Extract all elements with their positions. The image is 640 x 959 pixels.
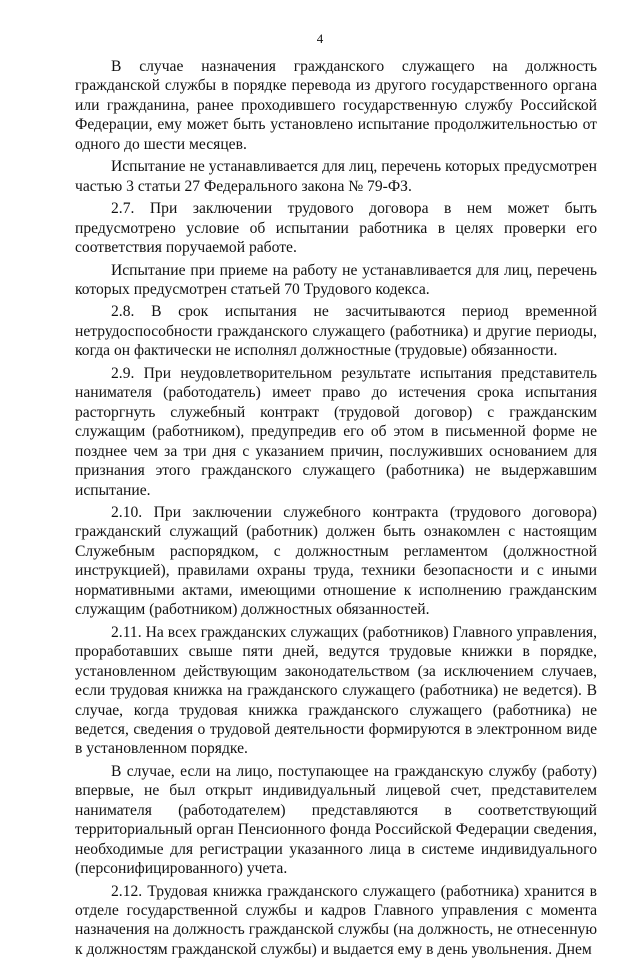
paragraph: В случае, если на лицо, поступающее на гражданскую службу (работу) впервые, не был открыт индивидуальный лицевой счет, представителем нанимателя (работодателем) представляются в соответствующий территориальный орган Пенсионного фонда Российской Федерации сведения, необходимые для регистрации указанного лица в системе индивидуального (персонифицированного) учета. bbox=[75, 762, 597, 878]
paragraph: 2.10. При заключении служебного контракта (трудового договора) гражданский служащий (работник) должен быть ознакомлен с настоящим Служебным распорядком, с должностным регламентом (должностной инструкцией), правилами охраны труда, техники безопасности и с иными нормативными актами, имеющими отношение к исполнению гражданским служащим (работником) должностных обязанностей. bbox=[75, 503, 597, 619]
paragraph: 2.12. Трудовая книжка гражданского служащего (работника) хранится в отделе государственной службы и кадров Главного управления с момента назначения на должность гражданской службы (на должность, не отнесенную к должностям гражданской службы) и выдается ему в день увольнения. Днем bbox=[75, 882, 597, 958]
paragraph: Испытание не устанавливается для лиц, перечень которых предусмотрен частью 3 статьи 27 Федерального закона № 79-ФЗ. bbox=[75, 158, 597, 195]
paragraph: 2.8. В срок испытания не засчитываются период временной нетрудоспособности гражданского служащего (работника) и другие периоды, когда он фактически не исполнял должностные (трудовые) обязанности. bbox=[75, 303, 597, 360]
page-number: 4 bbox=[316, 31, 324, 46]
paragraph: Испытание при приеме на работу не устанавливается для лиц, перечень которых предусмотрен статьей 70 Трудового кодекса. bbox=[75, 261, 597, 298]
paragraph: 2.11. На всех гражданских служащих (работников) Главного управления, проработавших свыше пяти дней, ведутся трудовые книжки в порядке, установленном действующим законодательством (за исключением случаев, если трудовая книжка на гражданского служащего (работника) не ведется). В случае, когда трудовая книжка гражданского служащего (работника) не ведется, сведения о трудовой деятельности формируются в электронном виде в установленном порядке. bbox=[75, 623, 597, 758]
paragraph: В случае назначения гражданского служащего на должность гражданской службы в порядке перевода из другого государственного органа или гражданина, ранее проходившего государственную службу Российской Федерации, ему может быть установлено испытание продолжительностью от одного до шести месяцев. bbox=[75, 58, 597, 153]
body-text bbox=[75, 57, 597, 959]
paragraph: 2.9. При неудовлетворительном результате испытания представитель нанимателя (работодатель) имеет право до истечения срока испытания расторгнуть служебный контракт (трудовой договор) с гражданским служащим (работником), предупредив его об этом в письменной форме не позднее чем за три дня с указанием причин, послуживших основанием для признания этого гражданского служащего (работника) не выдержавшим испытание. bbox=[75, 364, 597, 499]
paragraph: 2.7. При заключении трудового договора в нем может быть предусмотрено условие об испытании работника в целях проверки его соответствия поручаемой работе. bbox=[75, 200, 597, 257]
